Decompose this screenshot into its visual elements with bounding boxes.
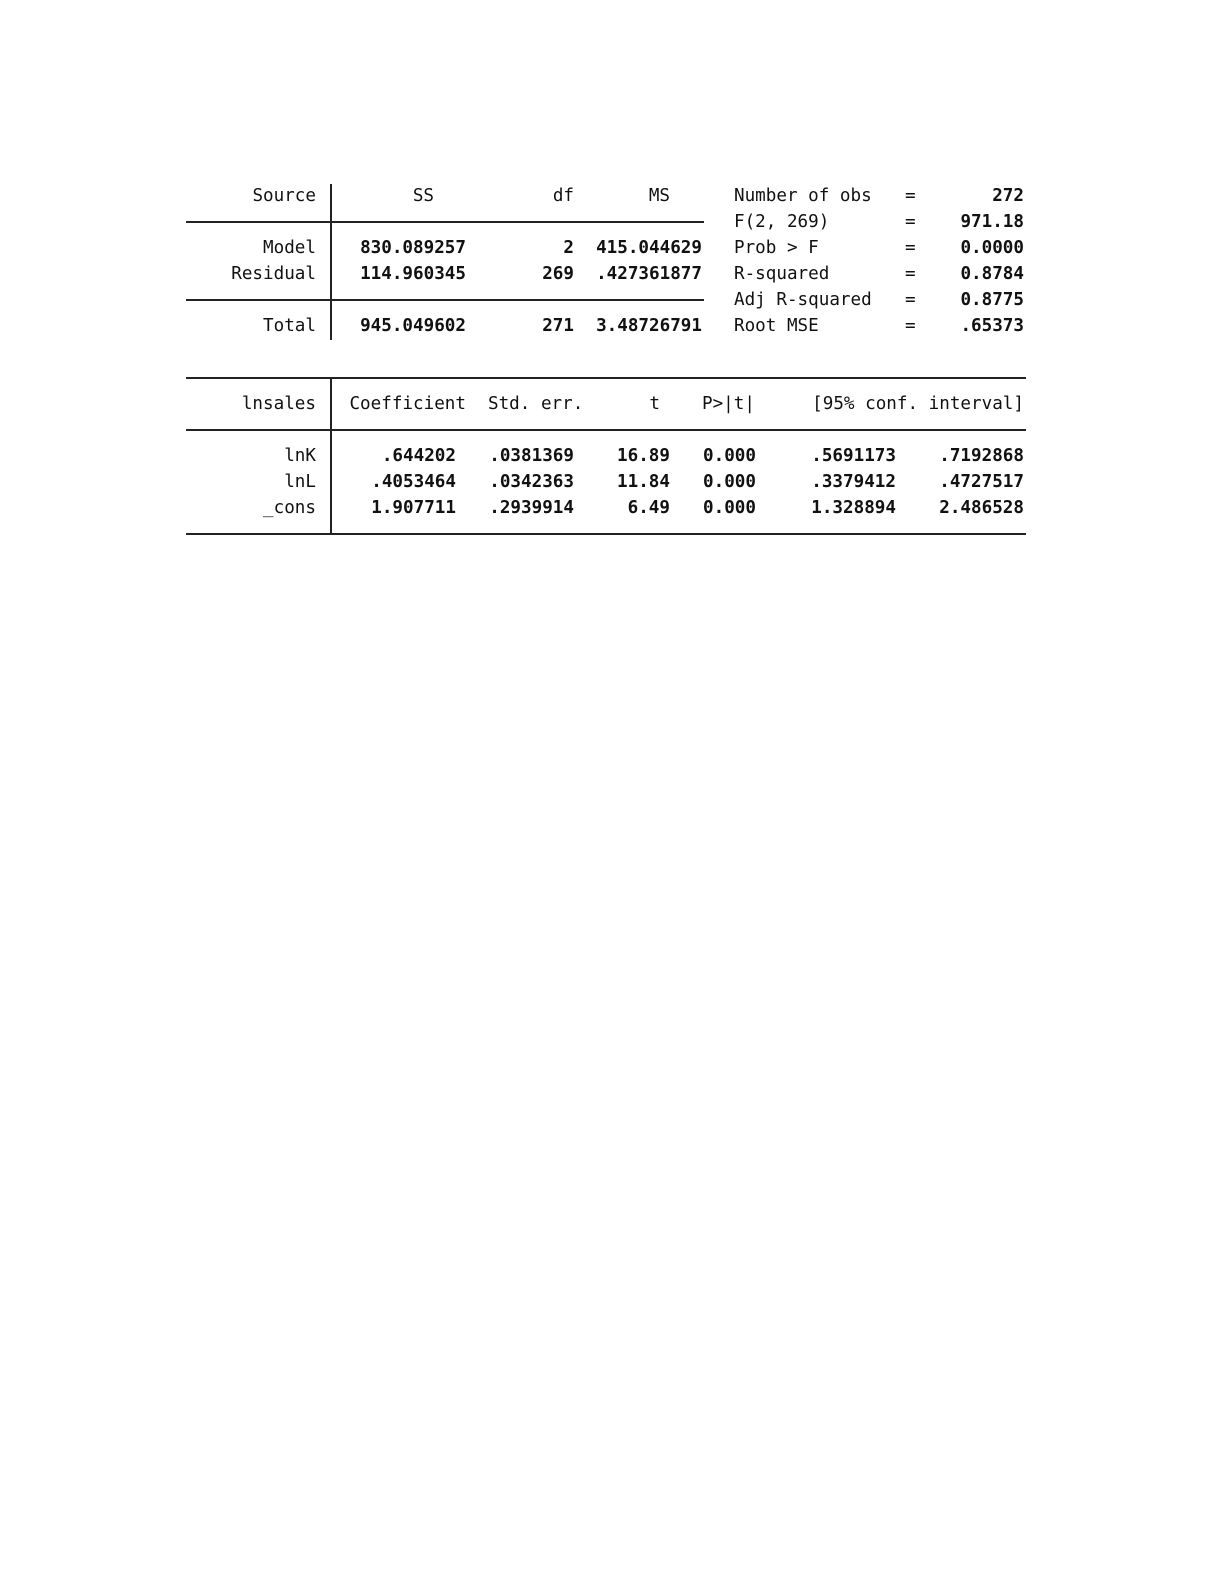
coef-row-var: lnK <box>284 446 316 466</box>
anova-row-source: Total <box>263 316 316 336</box>
stat-value: 0.8775 <box>960 290 1024 310</box>
stat-label: F(2, 269) <box>734 212 830 232</box>
stat-equals: = <box>905 238 916 258</box>
anova-header-ss: SS <box>412 186 434 206</box>
anova-row-ss: 114.960345 <box>360 264 466 284</box>
stat-equals: = <box>905 212 916 232</box>
anova-row-df: 269 <box>542 264 574 284</box>
stat-equals: = <box>905 186 916 206</box>
anova-total-rule <box>186 299 704 301</box>
anova-row-source: Residual <box>231 264 316 284</box>
coef-row-coefficient: 1.907711 <box>371 498 456 518</box>
stat-label: Adj R-squared <box>734 290 872 310</box>
coef-row-t: 11.84 <box>617 472 670 492</box>
coef-header-stderr: Std. err. <box>488 394 584 414</box>
coef-row-pvalue: 0.000 <box>703 498 756 518</box>
coef-header-depvar: lnsales <box>241 394 316 414</box>
coef-header-rule <box>186 429 1026 431</box>
coef-row-stderr: .0342363 <box>489 472 574 492</box>
coef-column-divider <box>330 378 332 534</box>
stat-value: 272 <box>992 186 1024 206</box>
coef-header-coefficient: Coefficient <box>349 394 466 414</box>
coef-row-stderr: .2939914 <box>489 498 574 518</box>
coef-top-rule <box>186 377 1026 379</box>
anova-row-ms: .427361877 <box>596 264 702 284</box>
stat-value: 971.18 <box>960 212 1024 232</box>
stat-equals: = <box>905 316 916 336</box>
stat-equals: = <box>905 264 916 284</box>
coef-row-ci-high: 2.486528 <box>939 498 1024 518</box>
stat-label: Prob > F <box>734 238 819 258</box>
coef-row-ci-low: .3379412 <box>811 472 896 492</box>
coef-row-var: _cons <box>263 498 316 518</box>
stat-value: 0.8784 <box>960 264 1024 284</box>
anova-header-ms: MS <box>648 186 670 206</box>
anova-row-source: Model <box>263 238 316 258</box>
stat-value: 0.0000 <box>960 238 1024 258</box>
coef-row-ci-low: .5691173 <box>811 446 896 466</box>
coef-row-stderr: .0381369 <box>489 446 574 466</box>
coef-row-ci-high: .4727517 <box>939 472 1024 492</box>
coef-row-t: 6.49 <box>627 498 670 518</box>
coef-row-pvalue: 0.000 <box>703 446 756 466</box>
coef-header-pvalue: P>|t| <box>702 394 755 414</box>
anova-row-ss: 945.049602 <box>360 316 466 336</box>
coef-row-var: lnL <box>284 472 316 492</box>
stat-label: Number of obs <box>734 186 872 206</box>
stat-equals: = <box>905 290 916 310</box>
anova-row-ms: 3.48726791 <box>596 316 702 336</box>
anova-row-ss: 830.089257 <box>360 238 466 258</box>
anova-header-df: df <box>552 186 574 206</box>
coef-row-ci-low: 1.328894 <box>811 498 896 518</box>
coef-header-ci: [95% conf. interval] <box>812 394 1024 414</box>
stat-label: Root MSE <box>734 316 819 336</box>
coef-row-t: 16.89 <box>617 446 670 466</box>
anova-row-df: 271 <box>542 316 574 336</box>
coef-row-ci-high: .7192868 <box>939 446 1024 466</box>
coef-row-coefficient: .4053464 <box>371 472 456 492</box>
coef-header-t: t <box>649 394 660 414</box>
anova-row-df: 2 <box>563 238 574 258</box>
anova-column-divider <box>330 184 332 340</box>
stat-label: R-squared <box>734 264 830 284</box>
coef-row-pvalue: 0.000 <box>703 472 756 492</box>
anova-row-ms: 415.044629 <box>596 238 702 258</box>
anova-header-source: Source <box>252 186 316 206</box>
coef-row-coefficient: .644202 <box>381 446 456 466</box>
stat-value: .65373 <box>960 316 1024 336</box>
coef-bottom-rule <box>186 533 1026 535</box>
anova-header-rule <box>186 221 704 223</box>
